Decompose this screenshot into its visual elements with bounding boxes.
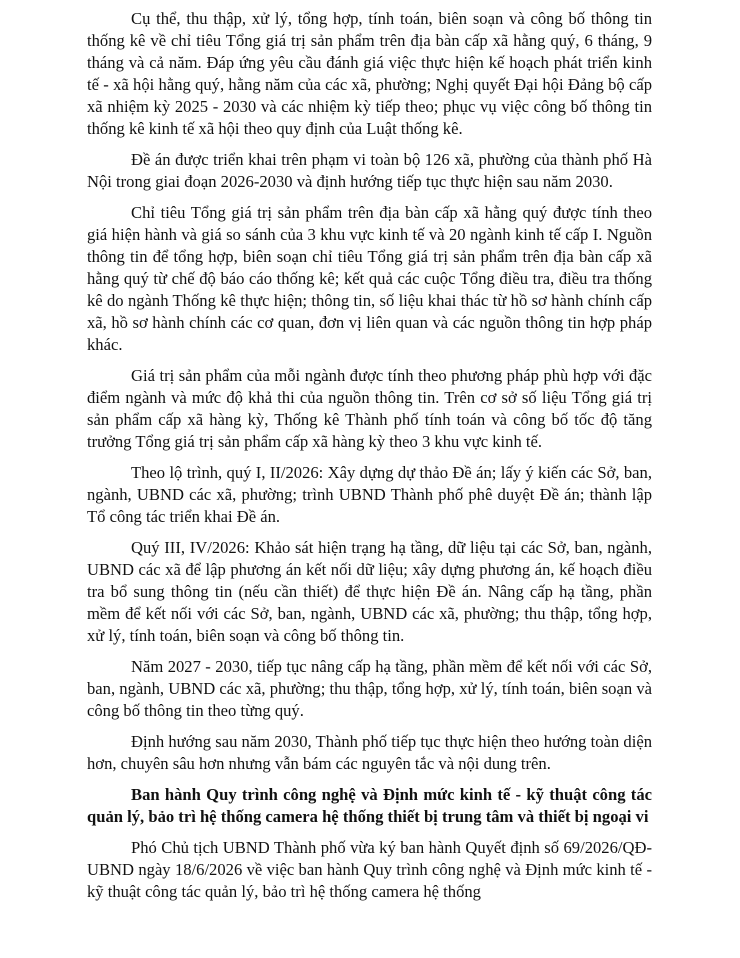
paragraph-indicator-sources: Chỉ tiêu Tổng giá trị sản phẩm trên địa bàn cấp xã hằng quý được tính theo giá hiện hành và giá so sánh của 3 khu vực kinh tế và 20 ngành kinh tế cấp I. Nguồn thông tin để tổng hợp, biên soạn chỉ tiêu Tổng giá trị sản phẩm trên địa bàn cấp xã hằng quý từ chế độ báo cáo thống kê; kết quả các cuộc Tổng điều tra, điều tra thống kê do ngành Thống kê thực hiện; thông tin, số liệu khai thác từ hồ sơ hành chính cấp xã, hồ sơ hành chính các cơ quan, đơn vị liên quan và các nguồn thông tin hợp pháp khác. xyxy=(87,203,652,354)
paragraph-roadmap-2027-2030: Năm 2027 - 2030, tiếp tục nâng cấp hạ tầng, phần mềm để kết nối với các Sở, ban, ngành, UBND các xã, phường; thu thập, tổng hợp, xử lý, tính toán, biên soạn và công bố thông tin theo từng quý. xyxy=(87,657,652,720)
paragraph-coverage: Đề án được triển khai trên phạm vi toàn bộ 126 xã, phường của thành phố Hà Nội trong giai đoạn 2026-2030 và định hướng tiếp tục thực hiện sau năm 2030. xyxy=(87,150,652,191)
paragraph-after-2030: Định hướng sau năm 2030, Thành phố tiếp tục thực hiện theo hướng toàn diện hơn, chuyên sâu hơn nhưng vẫn bám các nguyên tắc và nội dung trên. xyxy=(87,732,652,773)
paragraph-decision: Phó Chủ tịch UBND Thành phố vừa ký ban hành Quyết định số 69/2026/QĐ-UBND ngày 18/6/2026 về việc ban hành Quy trình công nghệ và Định mức kinh tế - kỹ thuật công tác quản lý, bảo trì hệ thống camera hệ thống xyxy=(87,838,652,901)
paragraph-calculation-method: Giá trị sản phẩm của mỗi ngành được tính theo phương pháp phù hợp với đặc điểm ngành và mức độ khả thi của nguồn thông tin. Trên cơ sở số liệu Tổng giá trị sản phẩm cấp xã hàng kỳ, Thống kê Thành phố tính toán và công bố tốc độ tăng trưởng Tổng giá trị sản phẩm cấp xã hàng kỳ theo 3 khu vực kinh tế. xyxy=(87,366,652,451)
paragraph-scope-details: Cụ thể, thu thập, xử lý, tổng hợp, tính toán, biên soạn và công bố thông tin thống kê về chỉ tiêu Tổng giá trị sản phẩm trên địa bàn cấp xã hằng quý, 6 tháng, 9 tháng và cả năm. Đáp ứng yêu cầu đánh giá việc thực hiện kế hoạch phát triển kinh tế - xã hội hằng quý, hằng năm của các xã, phường; Nghị quyết Đại hội Đảng bộ cấp xã nhiệm kỳ 2025 - 2030 và các nhiệm kỳ tiếp theo; phục vụ việc công bố thông tin thống kê kinh tế xã hội theo quy định của Luật thống kê. xyxy=(87,9,652,138)
paragraph-roadmap-q1-q2: Theo lộ trình, quý I, II/2026: Xây dựng dự thảo Đề án; lấy ý kiến các Sở, ban, ngành, UBND các xã, phường; trình UBND Thành phố phê duyệt Đề án; thành lập Tổ công tác triển khai Đề án. xyxy=(87,463,652,526)
paragraph-roadmap-q3-q4: Quý III, IV/2026: Khảo sát hiện trạng hạ tầng, dữ liệu tại các Sở, ban, ngành, UBND các xã để lập phương án kết nối dữ liệu; xây dựng phương án, kế hoạch điều tra bổ sung thông tin (nếu cần thiết) để thực hiện Đề án. Nâng cấp hạ tầng, phần mềm để kết nối với các Sở, ban, ngành, UBND các xã, phường; thu thập, tổng hợp, xử lý, tính toán, biên soạn và công bố thông tin. xyxy=(87,538,652,645)
section-heading: Ban hành Quy trình công nghệ và Định mức kinh tế - kỹ thuật công tác quản lý, bảo trì hệ thống camera hệ thống thiết bị trung tâm và thiết bị ngoại vi xyxy=(87,785,652,826)
